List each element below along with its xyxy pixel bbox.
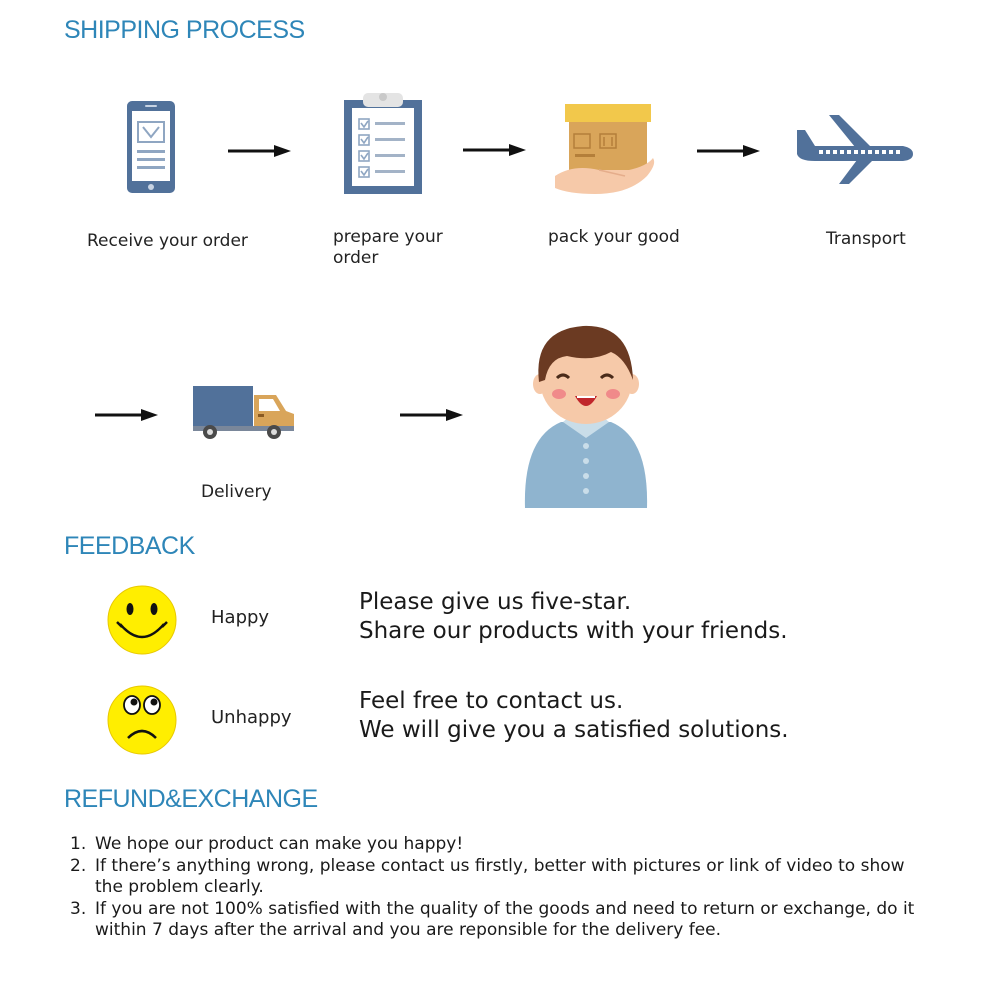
list-item-text: If there’s anything wrong, please contact us firstly, better with pictures or link of video to show the problem clearly. [95,855,905,897]
happy-customer-icon [523,322,649,516]
happy-smiley-icon [106,584,178,660]
arrow-right-icon [228,143,292,162]
refund-section-title: REFUND&EXCHANGE [64,785,318,813]
clipboard-checklist-icon [343,90,423,200]
list-item-text: We hope our product can make you happy! [95,834,464,854]
list-item-number: 1. [70,834,87,854]
step-label-prepare: prepare your order [333,227,443,268]
list-item [70,856,930,899]
feedback-label-unhappy: Unhappy [211,707,292,728]
phone-check-icon [125,100,177,200]
list-item [70,899,930,942]
feedback-section-title: FEEDBACK [64,532,195,560]
list-item-text: If you are not 100% satisfied with the quality of the goods and need to return or exchange, do it within 7 days after the arrival and you are reponsible for the delivery fee. [95,898,915,940]
shipping-section-title: SHIPPING PROCESS [64,16,305,44]
feedback-message-happy [359,588,788,646]
box-in-hand-icon [555,102,657,200]
feedback-message-line: Please give us five-star. [359,589,632,615]
feedback-message-line: We will give you a satisfied solutions. [359,717,789,743]
feedback-label-happy: Happy [211,607,270,628]
arrow-right-icon [400,407,464,426]
airplane-icon [795,114,915,190]
step-label-transport: Transport [826,229,906,249]
arrow-right-icon [463,142,527,161]
step-label-receive: Receive your order [87,231,248,251]
arrow-right-icon [697,143,761,162]
feedback-message-unhappy [359,687,789,745]
step-label-pack: pack your good [548,227,680,247]
refund-policy-list [70,834,930,942]
arrow-right-icon [95,407,159,426]
feedback-message-line: Feel free to contact us. [359,688,624,714]
delivery-truck-icon [192,385,296,445]
list-item [70,834,930,856]
feedback-message-line: Share our products with your friends. [359,618,788,644]
list-item-number: 3. [70,898,87,919]
list-item-number: 2. [70,855,87,876]
step-label-delivery: Delivery [201,482,272,502]
unhappy-smiley-icon [106,684,178,760]
